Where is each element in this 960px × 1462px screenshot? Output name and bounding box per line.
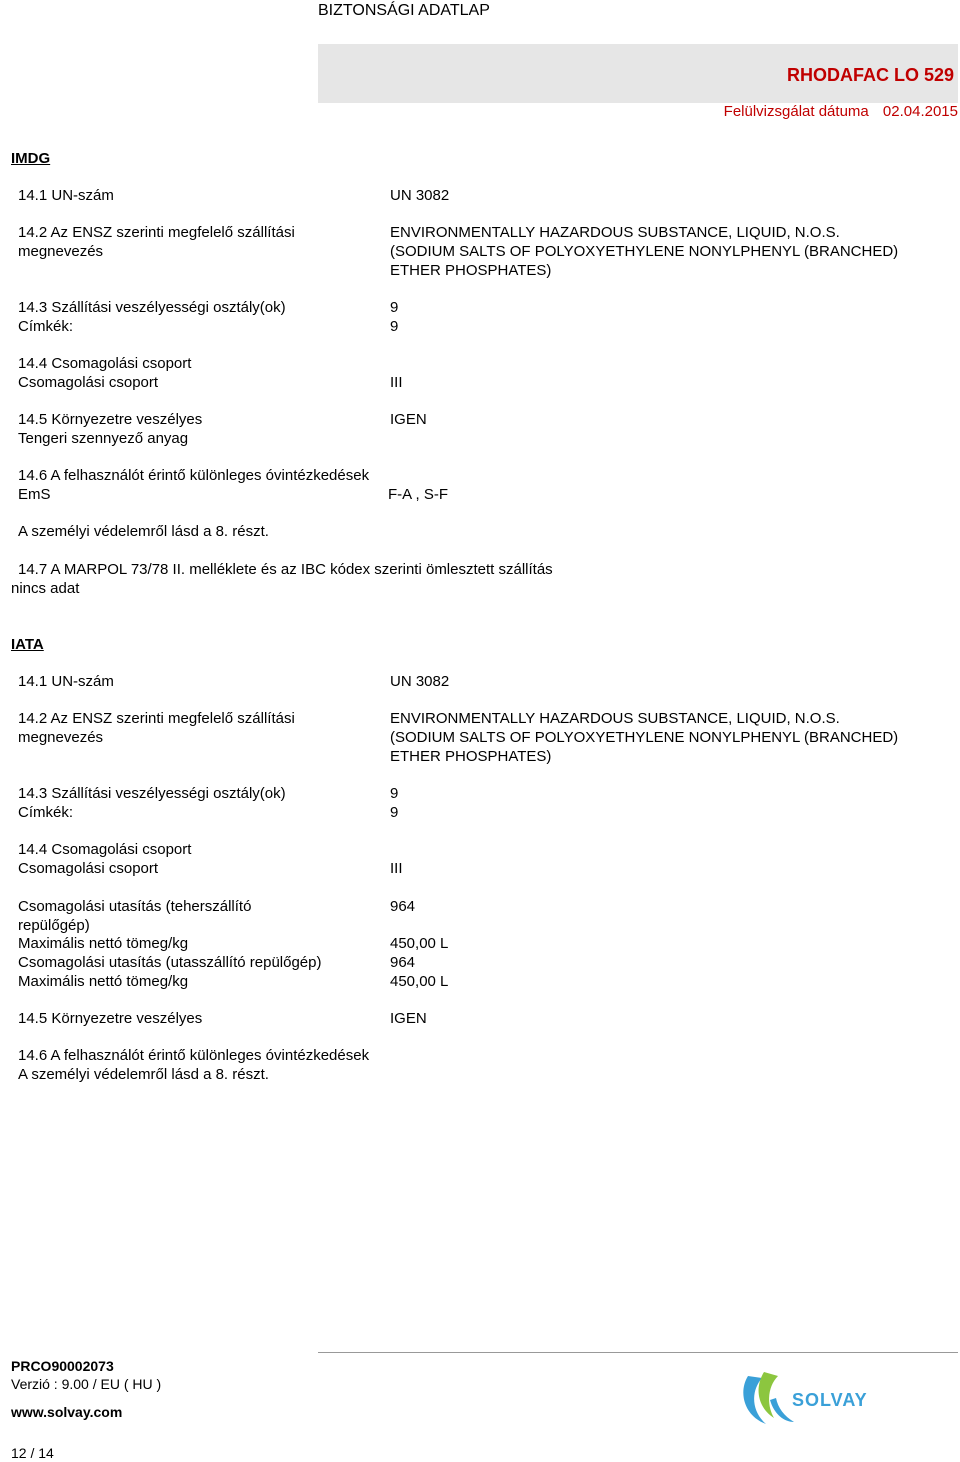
imdg-marpol-title: 14.7 A MARPOL 73/78 II. melléklete és az IBC kódex szerinti ömlesztett szállítás — [18, 561, 553, 578]
imdg-ems-value: F-A , S-F — [388, 486, 448, 503]
imdg-env-value: IGEN — [390, 411, 427, 428]
imdg-un-label: 14.1 UN-szám — [18, 187, 114, 204]
iata-pg-title: 14.4 Csomagolási csoport — [18, 841, 192, 858]
solvay-logo — [740, 1370, 870, 1432]
iata-cargo-instr-label-2: repülőgép) — [18, 917, 90, 934]
iata-name-label-2: megnevezés — [18, 729, 104, 746]
iata-pg-label: Csomagolási csoport — [18, 860, 159, 877]
imdg-pg-value: III — [390, 374, 403, 391]
iata-cargo-max-label: Maximális nettó tömeg/kg — [18, 935, 189, 952]
footer-divider — [318, 1352, 958, 1353]
imdg-class-label: 14.3 Szállítási veszélyességi osztály(ok) — [18, 299, 286, 316]
imdg-labels-value: 9 — [390, 318, 399, 335]
imdg-name-value-2: (SODIUM SALTS OF POLYOXYETHYLENE NONYLPHENYL (BRANCHED) — [390, 243, 899, 260]
footer-website[interactable]: www.solvay.com — [11, 1404, 123, 1420]
imdg-env-sub: Tengeri szennyező anyag — [18, 430, 189, 447]
iata-name-label-1: 14.2 Az ENSZ szerinti megfelelő szállítási — [18, 710, 295, 727]
imdg-name-label-2: megnevezés — [18, 243, 104, 260]
product-name: RHODAFAC LO 529 — [786, 65, 954, 85]
imdg-ppe-note: A személyi védelemről lásd a 8. részt. — [18, 523, 269, 540]
iata-class-value: 9 — [390, 785, 399, 802]
iata-ppe-note: A személyi védelemről lásd a 8. részt. — [18, 1066, 269, 1083]
revision-label: Felülvizsgálat dátuma — [723, 103, 869, 120]
iata-name-value-1: ENVIRONMENTALLY HAZARDOUS SUBSTANCE, LIQUID, N.O.S. — [390, 710, 840, 727]
iata-name-value-3: ETHER PHOSPHATES) — [390, 748, 552, 765]
iata-name-value-2: (SODIUM SALTS OF POLYOXYETHYLENE NONYLPHENYL (BRANCHED) — [390, 729, 899, 746]
iata-pax-max-value: 450,00 L — [390, 973, 449, 990]
svg-text:SOLVAY: SOLVAY — [792, 1390, 868, 1410]
document-title: BIZTONSÁGI ADATLAP — [318, 2, 490, 19]
iata-labels-label: Címkék: — [18, 804, 74, 821]
footer-version: Verzió : 9.00 / EU ( HU ) — [11, 1376, 162, 1392]
solvay-logo-icon — [740, 1370, 870, 1428]
imdg-env-title: 14.5 Környezetre veszélyes — [18, 411, 203, 428]
iata-pg-value: III — [390, 860, 403, 877]
imdg-pg-label: Csomagolási csoport — [18, 374, 159, 391]
header-box — [318, 44, 958, 103]
imdg-ems-label: EmS — [18, 486, 51, 503]
iata-cargo-instr-label-1: Csomagolási utasítás (teherszállító — [18, 898, 252, 915]
iata-precautions-title: 14.6 A felhasználót érintő különleges óvintézkedések — [18, 1047, 370, 1064]
revision-date: 02.04.2015 — [882, 103, 958, 120]
imdg-name-value-3: ETHER PHOSPHATES) — [390, 262, 552, 279]
imdg-title: IMDG — [11, 150, 51, 167]
iata-env-value: IGEN — [390, 1010, 427, 1027]
iata-env-title: 14.5 Környezetre veszélyes — [18, 1010, 203, 1027]
imdg-pg-title: 14.4 Csomagolási csoport — [18, 355, 192, 372]
revision-line — [318, 103, 958, 123]
iata-cargo-max-value: 450,00 L — [390, 935, 449, 952]
imdg-class-value: 9 — [390, 299, 399, 316]
iata-cargo-instr-value: 964 — [390, 898, 416, 915]
iata-pax-instr-value: 964 — [390, 954, 416, 971]
imdg-marpol-value: nincs adat — [11, 580, 80, 597]
imdg-name-value-1: ENVIRONMENTALLY HAZARDOUS SUBSTANCE, LIQUID, N.O.S. — [390, 224, 840, 241]
iata-title: IATA — [11, 636, 44, 653]
iata-labels-value: 9 — [390, 804, 399, 821]
imdg-labels-label: Címkék: — [18, 318, 74, 335]
iata-un-label: 14.1 UN-szám — [18, 673, 114, 690]
imdg-name-label-1: 14.2 Az ENSZ szerinti megfelelő szállítási — [18, 224, 295, 241]
iata-class-label: 14.3 Szállítási veszélyességi osztály(ok) — [18, 785, 286, 802]
iata-pax-max-label: Maximális nettó tömeg/kg — [18, 973, 189, 990]
footer-code: PRCO90002073 — [11, 1358, 114, 1374]
iata-un-value: UN 3082 — [390, 673, 450, 690]
imdg-un-value: UN 3082 — [390, 187, 450, 204]
iata-pax-instr-label: Csomagolási utasítás (utasszállító repülőgép) — [18, 954, 322, 971]
page-number: 12 / 14 — [11, 1445, 54, 1461]
imdg-precautions-title: 14.6 A felhasználót érintő különleges óvintézkedések — [18, 467, 370, 484]
